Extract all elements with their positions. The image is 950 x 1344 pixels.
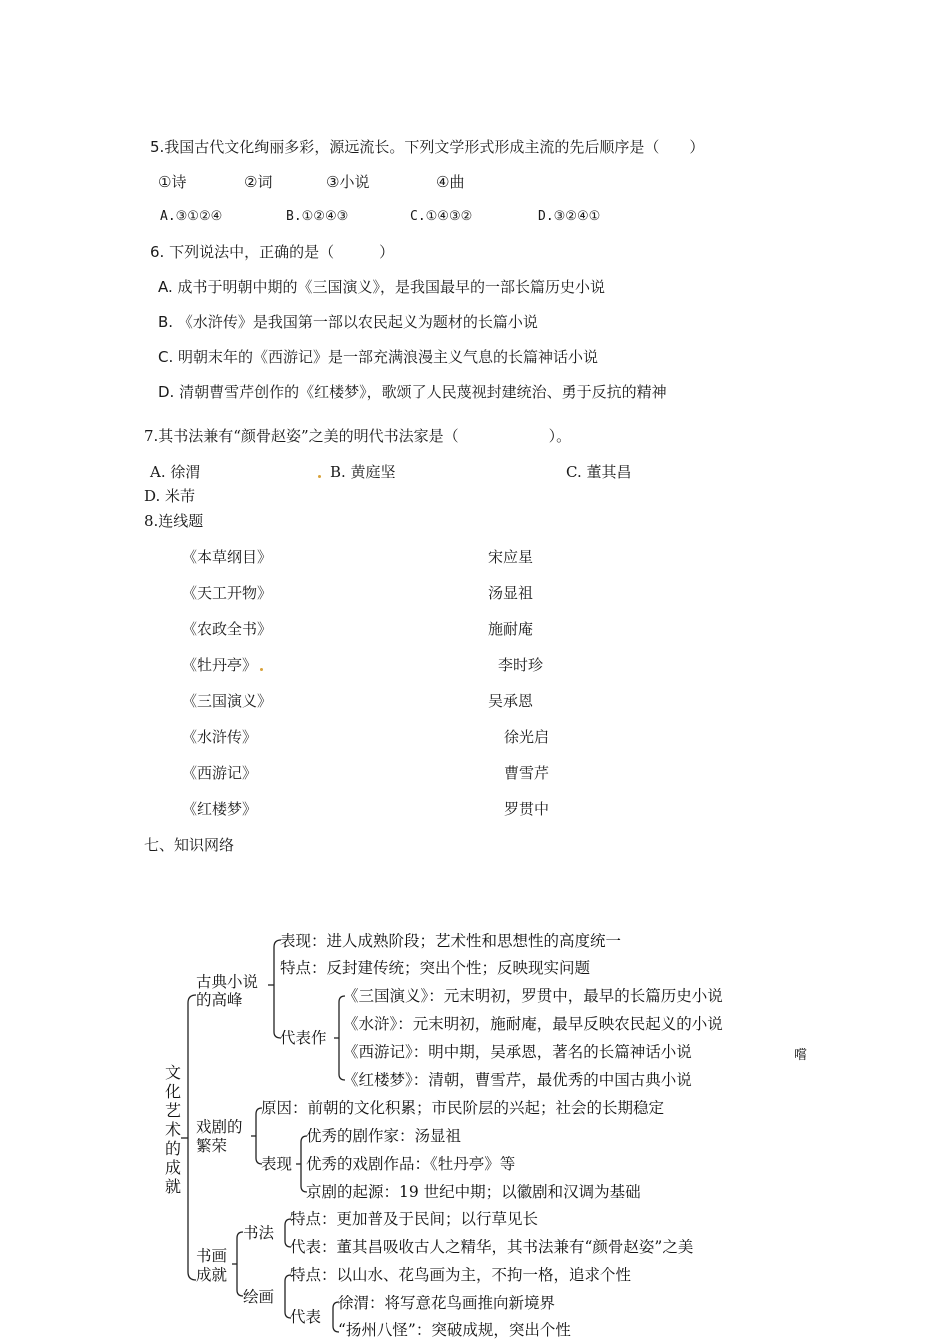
q7-option-a[interactable]: A. 徐渭: [150, 463, 201, 481]
q5-option-a[interactable]: A.③①②④: [160, 209, 223, 224]
q5-option-d[interactable]: D.③②④①: [538, 209, 601, 224]
q7-option-b[interactable]: B. 黄庭坚: [330, 463, 396, 481]
q8-stem: 8.连线题: [144, 512, 204, 530]
novel-label-2: 的高峰: [196, 991, 243, 1009]
q8-right-item: 吴承恩: [488, 692, 534, 710]
q6-option-b[interactable]: B. 《水浒传》是我国第一部以农民起义为题材的长篇小说: [158, 313, 538, 331]
novel-rep-item: 《西游记》：明中期，吴承恩，著名的长篇神话小说: [343, 1043, 692, 1061]
q8-left-item: 《天工开物》: [182, 584, 273, 602]
q8-left-item: 《农政全书》: [182, 620, 273, 638]
q5-option-b[interactable]: B.①②④③: [286, 209, 349, 224]
q8-right-item: 曹雪芹: [504, 764, 550, 782]
q8-right-item: 施耐庵: [488, 620, 534, 638]
calligraphy-item: 特点：更加普及于民间；以行草见长: [290, 1210, 539, 1228]
side-mark: 嚐: [794, 1048, 808, 1063]
novel-rep-item: 《三国演义》：元末明初，罗贯中，最早的长篇历史小说: [343, 987, 723, 1005]
q7-option-c[interactable]: C. 董其昌: [566, 463, 632, 481]
art-label-2: 成就: [196, 1266, 228, 1284]
painting-label: 绘画: [243, 1288, 275, 1306]
calligraphy-item: 代表：董其昌吸收古人之精华，其书法兼有“颜骨赵姿”之美: [290, 1238, 694, 1256]
q6-stem: 6. 下列说法中，正确的是（ ）: [150, 243, 395, 261]
q8-left-item: 《水浒传》: [182, 728, 258, 746]
drama-perf-item: 优秀的戏剧作品：《牡丹亭》等: [306, 1155, 516, 1173]
q6-option-d[interactable]: D. 清朝曹雪芹创作的《红楼梦》，歌颂了人民蔑视封建统治、勇于反抗的精神: [158, 383, 667, 401]
q8-left-item: 《三国演义》: [182, 692, 273, 710]
section-title: 七、知识网络: [144, 836, 235, 854]
novel-rep-item: 《红楼梦》：清朝，曹雪芹，最优秀的中国古典小说: [343, 1071, 692, 1089]
q8-left-item: 《红楼梦》: [182, 800, 258, 818]
main-brace: [188, 995, 196, 1280]
painting-rep-item: “扬州八怪”：突破成规，突出个性: [338, 1321, 571, 1339]
novel-label-1: 古典小说: [196, 973, 259, 991]
q7-option-d[interactable]: D. 米芾: [144, 487, 196, 505]
novel-performance: 表现：进人成熟阶段；艺术性和思想性的高度统一: [280, 932, 622, 950]
drama-perf-item: 京剧的起源：19 世纪中期；以徽剧和汉调为基础: [306, 1183, 641, 1201]
q7-stem: 7.其书法兼有“颜骨赵姿”之美的明代书法家是（ ）。: [144, 427, 572, 445]
q8-left-item: 《西游记》: [182, 764, 258, 782]
calligraphy-label: 书法: [243, 1224, 275, 1242]
q8-left-item: 《本草纲目》: [182, 548, 273, 566]
drama-label-1: 戏剧的: [196, 1118, 243, 1136]
q5-item-3: ③小说: [326, 173, 370, 191]
q5-item-1: ①诗: [158, 173, 187, 191]
q5-stem: 5.我国古代文化绚丽多彩，源远流长。下列文学形式形成主流的先后顺序是（ ）: [150, 138, 705, 156]
novel-features: 特点：反封建传统；突出个性；反映现实问题: [280, 959, 591, 977]
drama-perf-label: 表现: [261, 1155, 293, 1173]
painting-rep-item: 徐渭：将写意花鸟画推向新境界: [338, 1294, 556, 1312]
q8-right-item: 宋应星: [488, 548, 534, 566]
painting-features: 特点：以山水、花鸟画为主，不拘一格，追求个性: [290, 1266, 632, 1284]
q5-item-2: ②词: [244, 173, 273, 191]
q8-left-item: 《牡丹亭》: [182, 656, 258, 674]
novel-rep-item: 《水浒》：元末明初，施耐庵，最早反映农民起义的小说: [343, 1015, 723, 1033]
q8-right-item: 汤显祖: [488, 584, 534, 602]
novel-rep-label: 代表作: [280, 1029, 327, 1047]
q5-option-c[interactable]: C.①④③②: [410, 209, 473, 224]
q6-option-a[interactable]: A. 成书于明朝中期的《三国演义》，是我国最早的一部长篇历史小说: [158, 278, 606, 296]
diagram-root-text: 文化艺术的成就: [164, 1063, 181, 1196]
drama-reason: 原因：前朝的文化积累；市民阶层的兴起；社会的长期稳定: [261, 1099, 665, 1117]
q6-option-c[interactable]: C. 明朝末年的《西游记》是一部充满浪漫主义气息的长篇神话小说: [158, 348, 599, 366]
painting-rep-label: 代表: [290, 1308, 322, 1326]
q8-right-item: 李时珍: [498, 656, 544, 674]
drama-label-2: 繁荣: [196, 1137, 228, 1155]
q8-right-item: 罗贯中: [504, 800, 550, 818]
drama-perf-item: 优秀的剧作家：汤显祖: [306, 1127, 462, 1145]
diagram-root-label: [164, 1063, 182, 1196]
art-label-1: 书画: [196, 1247, 228, 1265]
q8-right-item: 徐光启: [504, 728, 550, 746]
q5-item-4: ④曲: [436, 173, 465, 191]
